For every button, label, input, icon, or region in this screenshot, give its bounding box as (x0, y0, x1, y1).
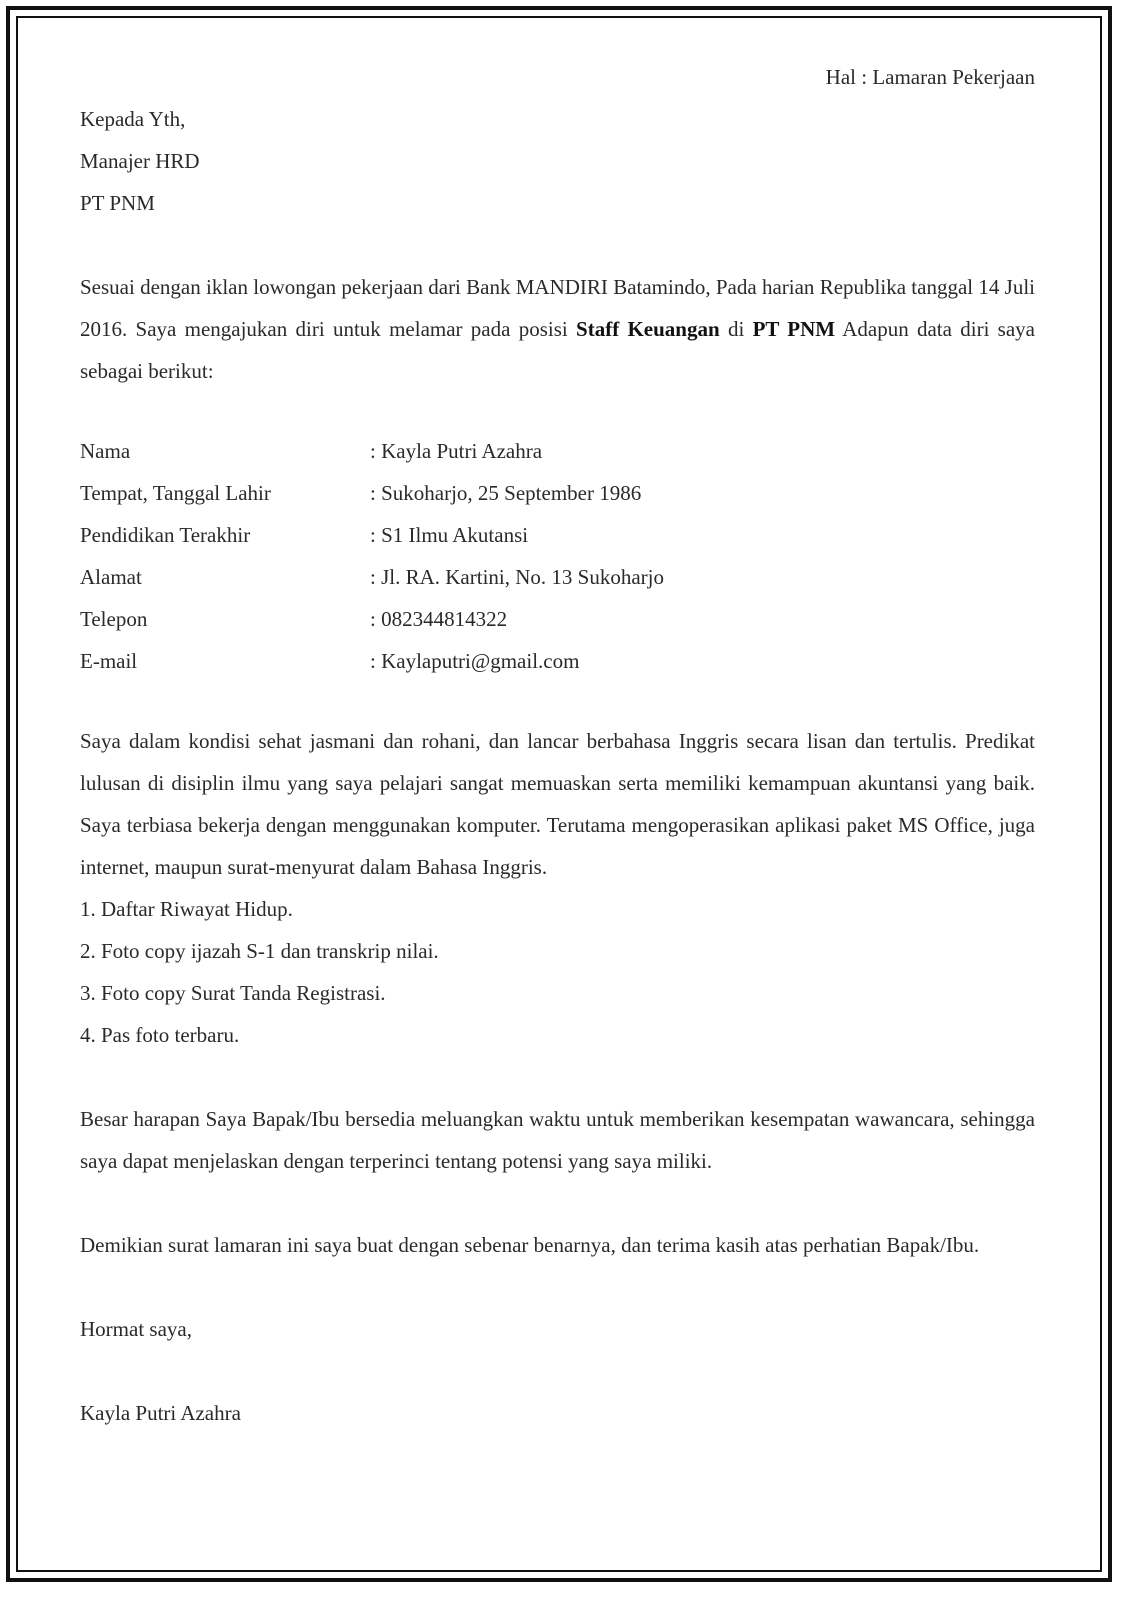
hope-paragraph: Besar harapan Saya Bapak/Ibu bersedia meluangkan waktu untuk memberikan kesempatan wawancara, sehingga saya dapat menjelaskan dengan terperinci tentang potensi yang saya miliki. (80, 1107, 1035, 1173)
bio-label: Tempat, Tanggal Lahir (80, 481, 271, 505)
bio-row (80, 598, 1035, 640)
bio-label: Nama (80, 439, 131, 463)
bio-value: : Jl. RA. Kartini, No. 13 Sukoharjo (370, 565, 664, 589)
bio-value: : 082344814322 (370, 607, 508, 631)
bio-row (80, 514, 1035, 556)
bio-label: Pendidikan Terakhir (80, 523, 251, 547)
bio-label: Telepon (80, 607, 148, 631)
recipient-block (80, 98, 1035, 224)
recipient-line: PT PNM (80, 191, 155, 215)
bio-row (80, 640, 1035, 682)
bio-value: : Sukoharjo, 25 September 1986 (370, 481, 642, 505)
bio-label: Alamat (80, 565, 142, 589)
bio-row (80, 430, 1035, 472)
recipient-line: Kepada Yth, (80, 107, 186, 131)
recipient-line: Manajer HRD (80, 149, 200, 173)
bio-label: E-mail (80, 649, 138, 673)
company-name: PT PNM (752, 317, 836, 341)
closing-paragraph: Demikian surat lamaran ini saya buat dengan sebenar benarnya, dan terima kasih atas perhatian Bapak/Ibu. (80, 1233, 980, 1257)
body-paragraph: Saya dalam kondisi sehat jasmani dan rohani, dan lancar berbahasa Inggris secara lisan dan tertulis. Predikat lulusan di disiplin ilmu yang saya pelajari sangat memuaskan serta memiliki kemampuan akuntansi yang baik. Saya terbiasa bekerja dengan menggunakan komputer. Terutama mengoperasikan aplikasi paket MS Office, juga internet, maupun surat-menyurat dalam Bahasa Inggris. (80, 729, 1035, 879)
salutation: Hormat saya, (80, 1317, 192, 1341)
bio-row (80, 556, 1035, 598)
bio-value: : Kayla Putri Azahra (370, 439, 543, 463)
signature-name: Kayla Putri Azahra (80, 1401, 241, 1425)
subject-line: Hal : Lamaran Pekerjaan (825, 65, 1035, 89)
bio-table (80, 430, 1035, 682)
list-item: 4. Pas foto terbaru. (80, 1023, 240, 1047)
position-name: Staff Keuangan (576, 317, 720, 341)
intro-paragraph: Sesuai dengan iklan lowongan pekerjaan dari Bank MANDIRI Batamindo, Pada harian Republika tanggal 14 Juli 2016. Saya mengajukan diri untuk melamar pada posisi Staff Keuangan di PT PNM Adapun data diri saya sebagai berikut: (80, 275, 1035, 383)
list-item: 3. Foto copy Surat Tanda Registrasi. (80, 981, 386, 1005)
attachment-list (80, 888, 1035, 1056)
letter-content (80, 56, 1035, 1434)
bio-row (80, 472, 1035, 514)
bio-value: : Kaylaputri@gmail.com (370, 649, 580, 673)
bio-value: : S1 Ilmu Akutansi (370, 523, 529, 547)
list-item: 1. Daftar Riwayat Hidup. (80, 897, 293, 921)
list-item: 2. Foto copy ijazah S-1 dan transkrip nilai. (80, 939, 439, 963)
